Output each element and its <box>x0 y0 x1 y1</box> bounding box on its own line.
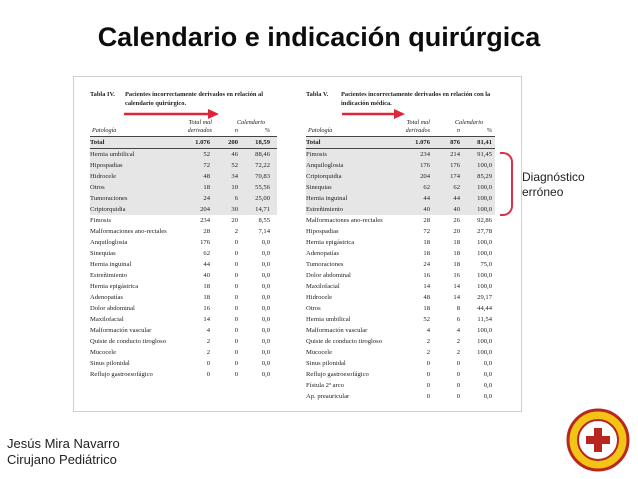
row-total: 2 <box>206 338 210 345</box>
row-pct: 0,0 <box>261 294 270 301</box>
row-total: 62 <box>203 250 210 257</box>
row-pct: 100,0 <box>477 162 492 169</box>
note-line: erróneo <box>522 185 564 199</box>
row-label: Ap. preauricular <box>306 393 350 400</box>
row-n: 0 <box>234 305 238 312</box>
row-pct: 0,0 <box>261 327 270 334</box>
table-row <box>90 325 277 336</box>
row-n: 2 <box>234 228 238 235</box>
table-row <box>90 160 277 171</box>
row-pct: 8,55 <box>258 217 270 224</box>
row-n: 46 <box>231 151 238 158</box>
header-n: n <box>456 127 460 134</box>
header-pct: % <box>486 127 492 134</box>
row-label: Sinequias <box>90 250 116 257</box>
row-total: 176 <box>420 162 430 169</box>
row-label: Hidrocele <box>306 294 332 301</box>
table-row <box>306 193 495 204</box>
row-total: 24 <box>203 195 210 202</box>
row-n: 0 <box>234 294 238 301</box>
table-body <box>306 137 495 402</box>
row-total: 204 <box>420 173 430 180</box>
row-label: Maxilofacial <box>306 283 340 290</box>
row-total: 4 <box>426 327 430 334</box>
row-pct: 0,0 <box>261 250 270 257</box>
row-total: 52 <box>203 151 210 158</box>
row-label: Hernia umbilical <box>90 151 135 158</box>
row-n: 174 <box>450 173 460 180</box>
table-row <box>90 215 277 226</box>
row-label: Adenopatías <box>306 250 339 257</box>
table-row <box>306 137 495 148</box>
row-pct: 100,0 <box>477 250 492 257</box>
header-total: Total mal derivados <box>405 119 430 134</box>
table-row <box>90 270 277 281</box>
row-pct: 25,00 <box>255 195 270 202</box>
row-n: 0 <box>456 382 460 389</box>
row-total: 62 <box>423 184 430 191</box>
row-pct: 100,0 <box>477 195 492 202</box>
header-total: Total mal derivados <box>187 119 212 134</box>
row-n: 14 <box>453 283 460 290</box>
row-label: Hernia inguinal <box>90 261 132 268</box>
row-total: 0 <box>426 360 430 367</box>
row-pct: 75,0 <box>480 261 492 268</box>
row-pct: 100,0 <box>477 272 492 279</box>
row-label: Mucocele <box>90 349 116 356</box>
row-total: 1.076 <box>195 139 210 146</box>
row-total: 18 <box>203 294 210 301</box>
table-row <box>90 193 277 204</box>
table-row <box>90 171 277 182</box>
table-row <box>306 391 495 402</box>
row-total: 18 <box>423 305 430 312</box>
row-label: Reflujo gastroesofágico <box>306 371 369 378</box>
table-row <box>306 237 495 248</box>
caption-text: Pacientes incorrectamente derivados en relación al calendario quirúrgico. <box>125 91 264 107</box>
row-label: Tumoraciones <box>90 195 128 202</box>
table-row <box>306 149 495 160</box>
row-total: 48 <box>423 294 430 301</box>
row-n: 8 <box>456 305 460 312</box>
row-n: 62 <box>453 184 460 191</box>
row-label: Estreñimiento <box>90 272 127 279</box>
row-total: 0 <box>206 371 210 378</box>
row-label: Hipospadias <box>306 228 339 235</box>
table-row <box>306 358 495 369</box>
row-n: 0 <box>234 338 238 345</box>
row-total: 18 <box>423 250 430 257</box>
row-pct: 100,0 <box>477 338 492 345</box>
table-row <box>306 314 495 325</box>
row-total: 52 <box>423 316 430 323</box>
table-iv <box>90 88 277 380</box>
header-n: n <box>234 127 238 134</box>
row-pct: 0,0 <box>261 283 270 290</box>
row-n: 0 <box>456 360 460 367</box>
row-pct: 55,56 <box>255 184 270 191</box>
row-pct: 0,0 <box>483 360 492 367</box>
row-total: 48 <box>203 173 210 180</box>
row-label: Malformación vascular <box>306 327 368 334</box>
row-pct: 0,0 <box>261 316 270 323</box>
row-total: 72 <box>203 162 210 169</box>
row-label: Otros <box>90 184 105 191</box>
table-row <box>90 336 277 347</box>
table-body <box>90 137 277 380</box>
row-total: 40 <box>423 206 430 213</box>
row-total: 204 <box>200 206 210 213</box>
row-n: 2 <box>456 349 460 356</box>
row-label: Quiste de conducto tirogloso <box>306 338 382 345</box>
row-n: 34 <box>231 173 238 180</box>
row-n: 30 <box>231 206 238 213</box>
row-label: Dolor abdominal <box>306 272 351 279</box>
row-total: 28 <box>423 217 430 224</box>
table-row <box>306 347 495 358</box>
row-label: Hernia epigástrica <box>306 239 355 246</box>
row-pct: 14,71 <box>255 206 270 213</box>
row-n: 10 <box>231 184 238 191</box>
row-label: Fimosis <box>306 151 327 158</box>
row-total: 2 <box>206 349 210 356</box>
row-n: 0 <box>234 283 238 290</box>
row-pct: 88,46 <box>255 151 270 158</box>
table-row <box>306 369 495 380</box>
note-line: Diagnóstico <box>522 170 585 184</box>
row-n: 0 <box>234 316 238 323</box>
table-row <box>306 259 495 270</box>
row-pct: 0,0 <box>261 371 270 378</box>
table-row <box>306 171 495 182</box>
row-n: 18 <box>453 250 460 257</box>
row-label: Quiste de conducto tirogloso <box>90 338 166 345</box>
row-total: 2 <box>426 349 430 356</box>
table-number: Tabla V. <box>306 91 329 98</box>
header-patologia: Patología <box>308 127 333 134</box>
row-n: 0 <box>456 371 460 378</box>
table-number: Tabla IV. <box>90 91 115 98</box>
table-row <box>306 292 495 303</box>
caption-text: Pacientes incorrectamente derivados en relación con la indicación médica. <box>341 91 491 107</box>
row-n: 0 <box>234 239 238 246</box>
table-row <box>306 226 495 237</box>
row-total: 14 <box>203 316 210 323</box>
row-pct: 0,0 <box>261 239 270 246</box>
row-total: 24 <box>423 261 430 268</box>
row-total: 234 <box>420 151 430 158</box>
row-label: Dolor abdominal <box>90 305 135 312</box>
row-label: Hidrocele <box>90 173 116 180</box>
row-pct: 100,0 <box>477 206 492 213</box>
row-n: 200 <box>228 139 238 146</box>
row-pct: 72,22 <box>255 162 270 169</box>
row-pct: 0,0 <box>261 360 270 367</box>
row-pct: 0,0 <box>261 349 270 356</box>
row-total: 0 <box>426 382 430 389</box>
row-pct: 18,59 <box>255 139 270 146</box>
row-pct: 0,0 <box>261 272 270 279</box>
row-label: Otros <box>306 305 321 312</box>
row-label: Maxilofacial <box>90 316 124 323</box>
row-pct: 81,41 <box>477 139 492 146</box>
row-total: 14 <box>423 283 430 290</box>
row-label: Estreñimiento <box>306 206 343 213</box>
row-pct: 85,29 <box>477 173 492 180</box>
row-label: Reflujo gastroesofágico <box>90 371 153 378</box>
row-pct: 100,0 <box>477 283 492 290</box>
diagnosis-note <box>522 170 585 200</box>
table-row <box>90 281 277 292</box>
row-pct: 100,0 <box>477 184 492 191</box>
table-row <box>90 137 277 148</box>
row-pct: 11,54 <box>477 316 492 323</box>
row-pct: 0,0 <box>483 371 492 378</box>
row-pct: 44,44 <box>477 305 492 312</box>
row-label: Hipospadias <box>90 162 123 169</box>
row-pct: 29,17 <box>477 294 492 301</box>
author-info <box>7 436 120 468</box>
row-pct: 27,78 <box>477 228 492 235</box>
table-header <box>90 118 277 136</box>
row-n: 44 <box>453 195 460 202</box>
row-label: Total <box>90 139 105 146</box>
table-row <box>90 347 277 358</box>
row-total: 18 <box>203 283 210 290</box>
header-patologia: Patología <box>92 127 117 134</box>
table-row <box>90 292 277 303</box>
row-label: Hernia inguinal <box>306 195 348 202</box>
row-total: 0 <box>426 393 430 400</box>
row-label: Sinus pilonidal <box>306 360 346 367</box>
table-row <box>90 226 277 237</box>
row-n: 2 <box>456 338 460 345</box>
pediatria-logo-icon <box>566 408 630 472</box>
row-total: 44 <box>203 261 210 268</box>
row-n: 20 <box>231 217 238 224</box>
table-row <box>306 380 495 391</box>
row-total: 28 <box>203 228 210 235</box>
row-n: 0 <box>234 250 238 257</box>
row-label: Anquiloglosia <box>90 239 128 246</box>
header-pct: % <box>264 127 270 134</box>
row-n: 6 <box>456 316 460 323</box>
row-pct: 91,45 <box>477 151 492 158</box>
row-total: 16 <box>423 272 430 279</box>
row-pct: 100,0 <box>477 349 492 356</box>
table-row <box>306 248 495 259</box>
row-label: Criptorquidia <box>306 173 342 180</box>
row-pct: 100,0 <box>477 327 492 334</box>
table-row <box>90 248 277 259</box>
row-total: 18 <box>423 239 430 246</box>
author-role: Cirujano Pediátrico <box>7 452 117 467</box>
table-row <box>90 303 277 314</box>
table-row <box>90 149 277 160</box>
row-total: 40 <box>203 272 210 279</box>
row-n: 16 <box>453 272 460 279</box>
row-label: Criptorquidia <box>90 206 126 213</box>
table-row <box>306 270 495 281</box>
row-total: 16 <box>203 305 210 312</box>
table-row <box>306 303 495 314</box>
table-row <box>90 237 277 248</box>
row-total: 4 <box>206 327 210 334</box>
table-row <box>90 259 277 270</box>
row-pct: 70,83 <box>255 173 270 180</box>
row-n: 40 <box>453 206 460 213</box>
row-n: 18 <box>453 239 460 246</box>
row-total: 18 <box>203 184 210 191</box>
row-label: Total <box>306 139 321 146</box>
row-label: Fimosis <box>90 217 111 224</box>
row-total: 72 <box>423 228 430 235</box>
red-arrow-icon <box>342 109 406 119</box>
red-arrow-icon <box>124 109 220 119</box>
row-n: 18 <box>453 261 460 268</box>
table-row <box>90 182 277 193</box>
row-total: 1.076 <box>415 139 430 146</box>
row-total: 2 <box>426 338 430 345</box>
row-n: 14 <box>453 294 460 301</box>
row-total: 176 <box>200 239 210 246</box>
table-row <box>306 325 495 336</box>
table-row <box>306 215 495 226</box>
author-name: Jesús Mira Navarro <box>7 436 120 451</box>
table-row <box>306 336 495 347</box>
row-n: 0 <box>234 349 238 356</box>
row-pct: 0,0 <box>261 261 270 268</box>
row-n: 0 <box>234 360 238 367</box>
row-n: 214 <box>450 151 460 158</box>
header-group: Calendario <box>236 119 266 126</box>
row-n: 0 <box>234 272 238 279</box>
row-n: 4 <box>456 327 460 334</box>
row-label: Sinus pilonidal <box>90 360 130 367</box>
row-label: Malformaciones ano-rectales <box>90 228 167 235</box>
row-label: Anquiloglosia <box>306 162 344 169</box>
row-label: Hernia epigástrica <box>90 283 139 290</box>
row-pct: 0,0 <box>261 305 270 312</box>
row-total: 0 <box>206 360 210 367</box>
row-total: 234 <box>200 217 210 224</box>
row-pct: 92,86 <box>477 217 492 224</box>
row-n: 876 <box>450 139 460 146</box>
table-row <box>90 314 277 325</box>
row-n: 0 <box>234 261 238 268</box>
row-pct: 0,0 <box>483 382 492 389</box>
table-row <box>306 281 495 292</box>
table-v <box>306 88 495 402</box>
table-row <box>306 182 495 193</box>
row-n: 0 <box>234 327 238 334</box>
table-header <box>306 118 495 136</box>
row-n: 26 <box>453 217 460 224</box>
row-n: 0 <box>234 371 238 378</box>
row-total: 0 <box>426 371 430 378</box>
row-pct: 7,14 <box>258 228 270 235</box>
row-n: 0 <box>456 393 460 400</box>
row-n: 52 <box>231 162 238 169</box>
header-group: Calendario <box>454 119 484 126</box>
table-row <box>306 204 495 215</box>
row-label: Malformación vascular <box>90 327 152 334</box>
row-n: 176 <box>450 162 460 169</box>
table-row <box>306 160 495 171</box>
row-n: 20 <box>453 228 460 235</box>
row-label: Malformaciones ano-rectales <box>306 217 383 224</box>
row-pct: 0,0 <box>483 393 492 400</box>
row-label: Hernia umbilical <box>306 316 351 323</box>
row-label: Adenopatías <box>90 294 123 301</box>
table-row <box>90 369 277 380</box>
row-label: Fístula 2º arco <box>306 382 344 389</box>
row-pct: 100,0 <box>477 239 492 246</box>
row-total: 44 <box>423 195 430 202</box>
row-label: Mucocele <box>306 349 332 356</box>
row-label: Sinequias <box>306 184 332 191</box>
row-n: 6 <box>234 195 238 202</box>
slide-title: Calendario e indicación quirúrgica <box>97 22 541 52</box>
row-label: Tumoraciones <box>306 261 344 268</box>
row-pct: 0,0 <box>261 338 270 345</box>
table-row <box>90 204 277 215</box>
table-row <box>90 358 277 369</box>
red-bracket-icon <box>500 152 513 216</box>
